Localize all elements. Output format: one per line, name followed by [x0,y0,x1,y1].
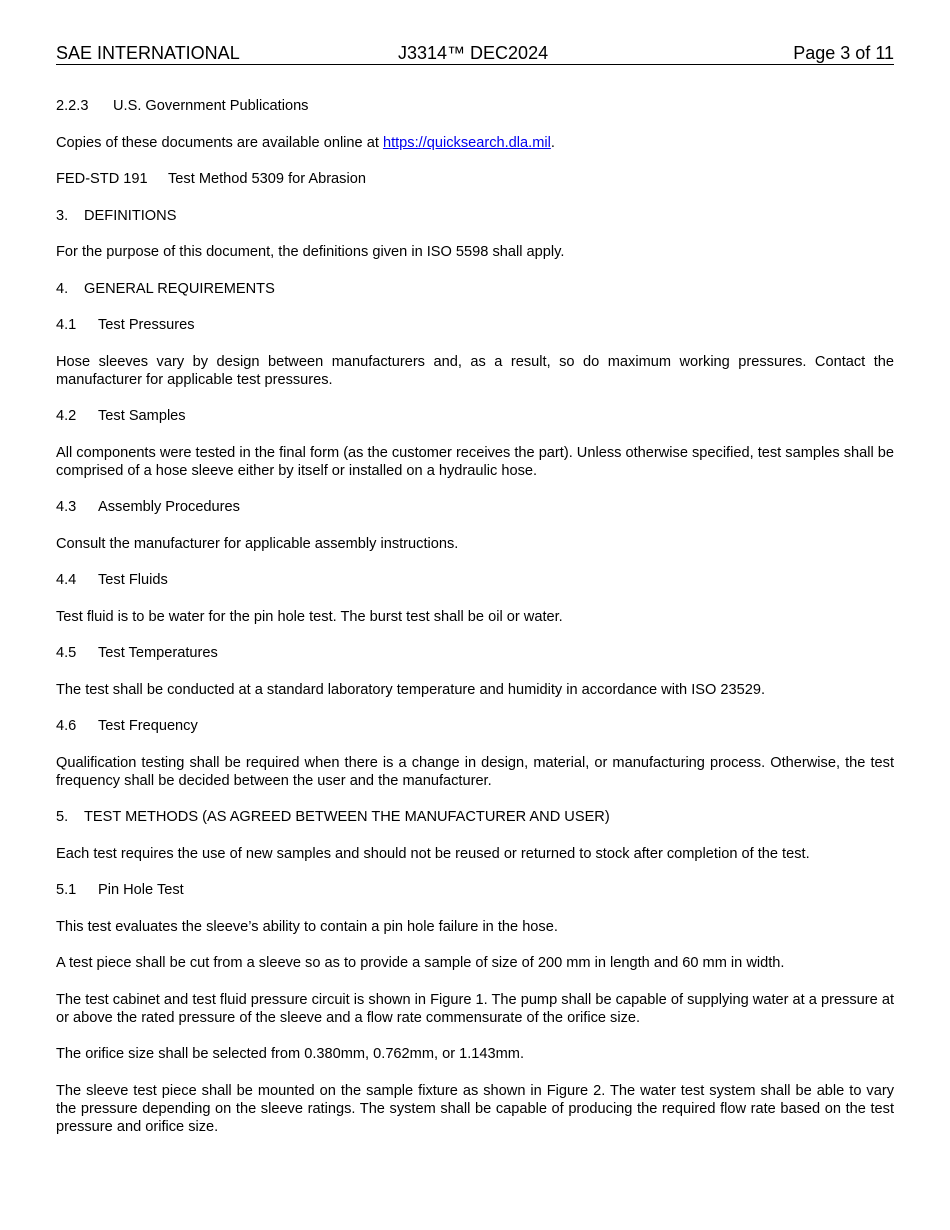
paragraph-pin-hole-2: A test piece shall be cut from a sleeve so as to provide a sample of size of 200 mm in length and 60 mm in width. [56,955,785,971]
paragraph-text: Copies of these documents are available online at [56,134,383,151]
section-number: 4.6 [56,718,77,734]
document-body [56,97,894,1136]
section-number: 4. [56,280,69,297]
heading-4-2 [56,407,894,425]
paragraph-pin-hole-3: The test cabinet and test fluid pressure circuit is shown in Figure 1. The pump shall be capable of supplying water at a pressure at or above the rated pressure of the sleeve and a flow rate commensurate of the orifice size. [56,991,894,1026]
heading-4-3 [56,498,894,516]
section-number: 2.2.3 [56,98,89,114]
section-number: 5.1 [56,882,77,898]
section-number: 4.2 [56,408,77,424]
section-title: DEFINITIONS [84,207,177,224]
heading-4-4 [56,571,894,589]
header-page-number: Page 3 of 11 [793,43,894,63]
heading-3 [56,207,894,225]
header-org: SAE INTERNATIONAL [56,43,240,63]
section-number: 4.4 [56,572,77,588]
paragraph-pin-hole-1: This test evaluates the sleeve’s ability to contain a pin hole failure in the hose. [56,918,558,935]
section-title: Pin Hole Test [98,882,184,898]
paragraph-definitions: For the purpose of this document, the definitions given in ISO 5598 shall apply. [56,244,565,260]
section-title: TEST METHODS (AS AGREED BETWEEN THE MANUFACTURER AND USER) [84,809,610,825]
section-title: Test Temperatures [98,645,218,661]
heading-4-5 [56,644,894,662]
section-title: U.S. Government Publications [113,98,309,114]
page-header [56,43,894,65]
section-number: 3. [56,207,69,224]
heading-5 [56,808,894,826]
reference-title: Test Method 5309 for Abrasion [168,171,366,187]
quicksearch-link[interactable]: https://quicksearch.dla.mil [382,134,551,151]
paragraph-test-pressures: Hose sleeves vary by design between manufacturers and, as a result, so do maximum working pressures. Contact the manufacturer for applicable test pressures. [56,353,894,388]
heading-2-2-3 [56,97,894,115]
section-title: Test Frequency [98,718,198,734]
paragraph-test-frequency: Qualification testing shall be required when there is a change in design, material, or manufacturing process. Otherwise, the test frequency shall be decided between the user and the manufacturer. [56,754,894,789]
section-number: 4.3 [56,499,77,515]
heading-4-1 [56,316,894,334]
header-doc-id: J3314™ DEC2024 [398,43,549,63]
section-title: Test Pressures [98,317,195,333]
section-number: 4.1 [56,317,77,333]
paragraph-copies [56,134,894,152]
reference-code: FED-STD 191 [56,171,148,187]
paragraph-pin-hole-4: The orifice size shall be selected from 0.380mm, 0.762mm, or 1.143mm. [56,1046,525,1062]
paragraph-test-samples: All components were tested in the final form (as the customer receives the part). Unless otherwise specified, test samples shall be comprised of a hose sleeve either by itself or installed on a hydraulic hose. [56,444,894,479]
section-title: Test Samples [98,408,186,424]
heading-5-1 [56,881,894,899]
heading-4 [56,280,894,298]
paragraph-test-methods: Each test requires the use of new samples and should not be reused or returned to stock after completion of the test. [56,845,810,862]
section-title: Test Fluids [98,572,168,588]
paragraph-pin-hole-5: The sleeve test piece shall be mounted on the sample fixture as shown in Figure 2. The water test system shall be able to vary the pressure depending on the sleeve ratings. The system shall be capable of producing the required flow rate based on the test pressure and orifice size. [56,1082,894,1135]
section-title: Assembly Procedures [98,499,240,515]
reference-fed-std-191 [56,170,894,188]
paragraph-text: . [550,134,555,151]
paragraph-assembly-procedures: Consult the manufacturer for applicable assembly instructions. [56,535,459,552]
heading-4-6 [56,717,894,735]
section-number: 4.5 [56,645,77,661]
section-number: 5. [56,809,69,825]
paragraph-test-fluids: Test fluid is to be water for the pin hole test. The burst test shall be oil or water. [56,608,563,625]
section-title: GENERAL REQUIREMENTS [84,280,275,297]
paragraph-test-temperatures: The test shall be conducted at a standard laboratory temperature and humidity in accordance with ISO 23529. [56,681,766,698]
